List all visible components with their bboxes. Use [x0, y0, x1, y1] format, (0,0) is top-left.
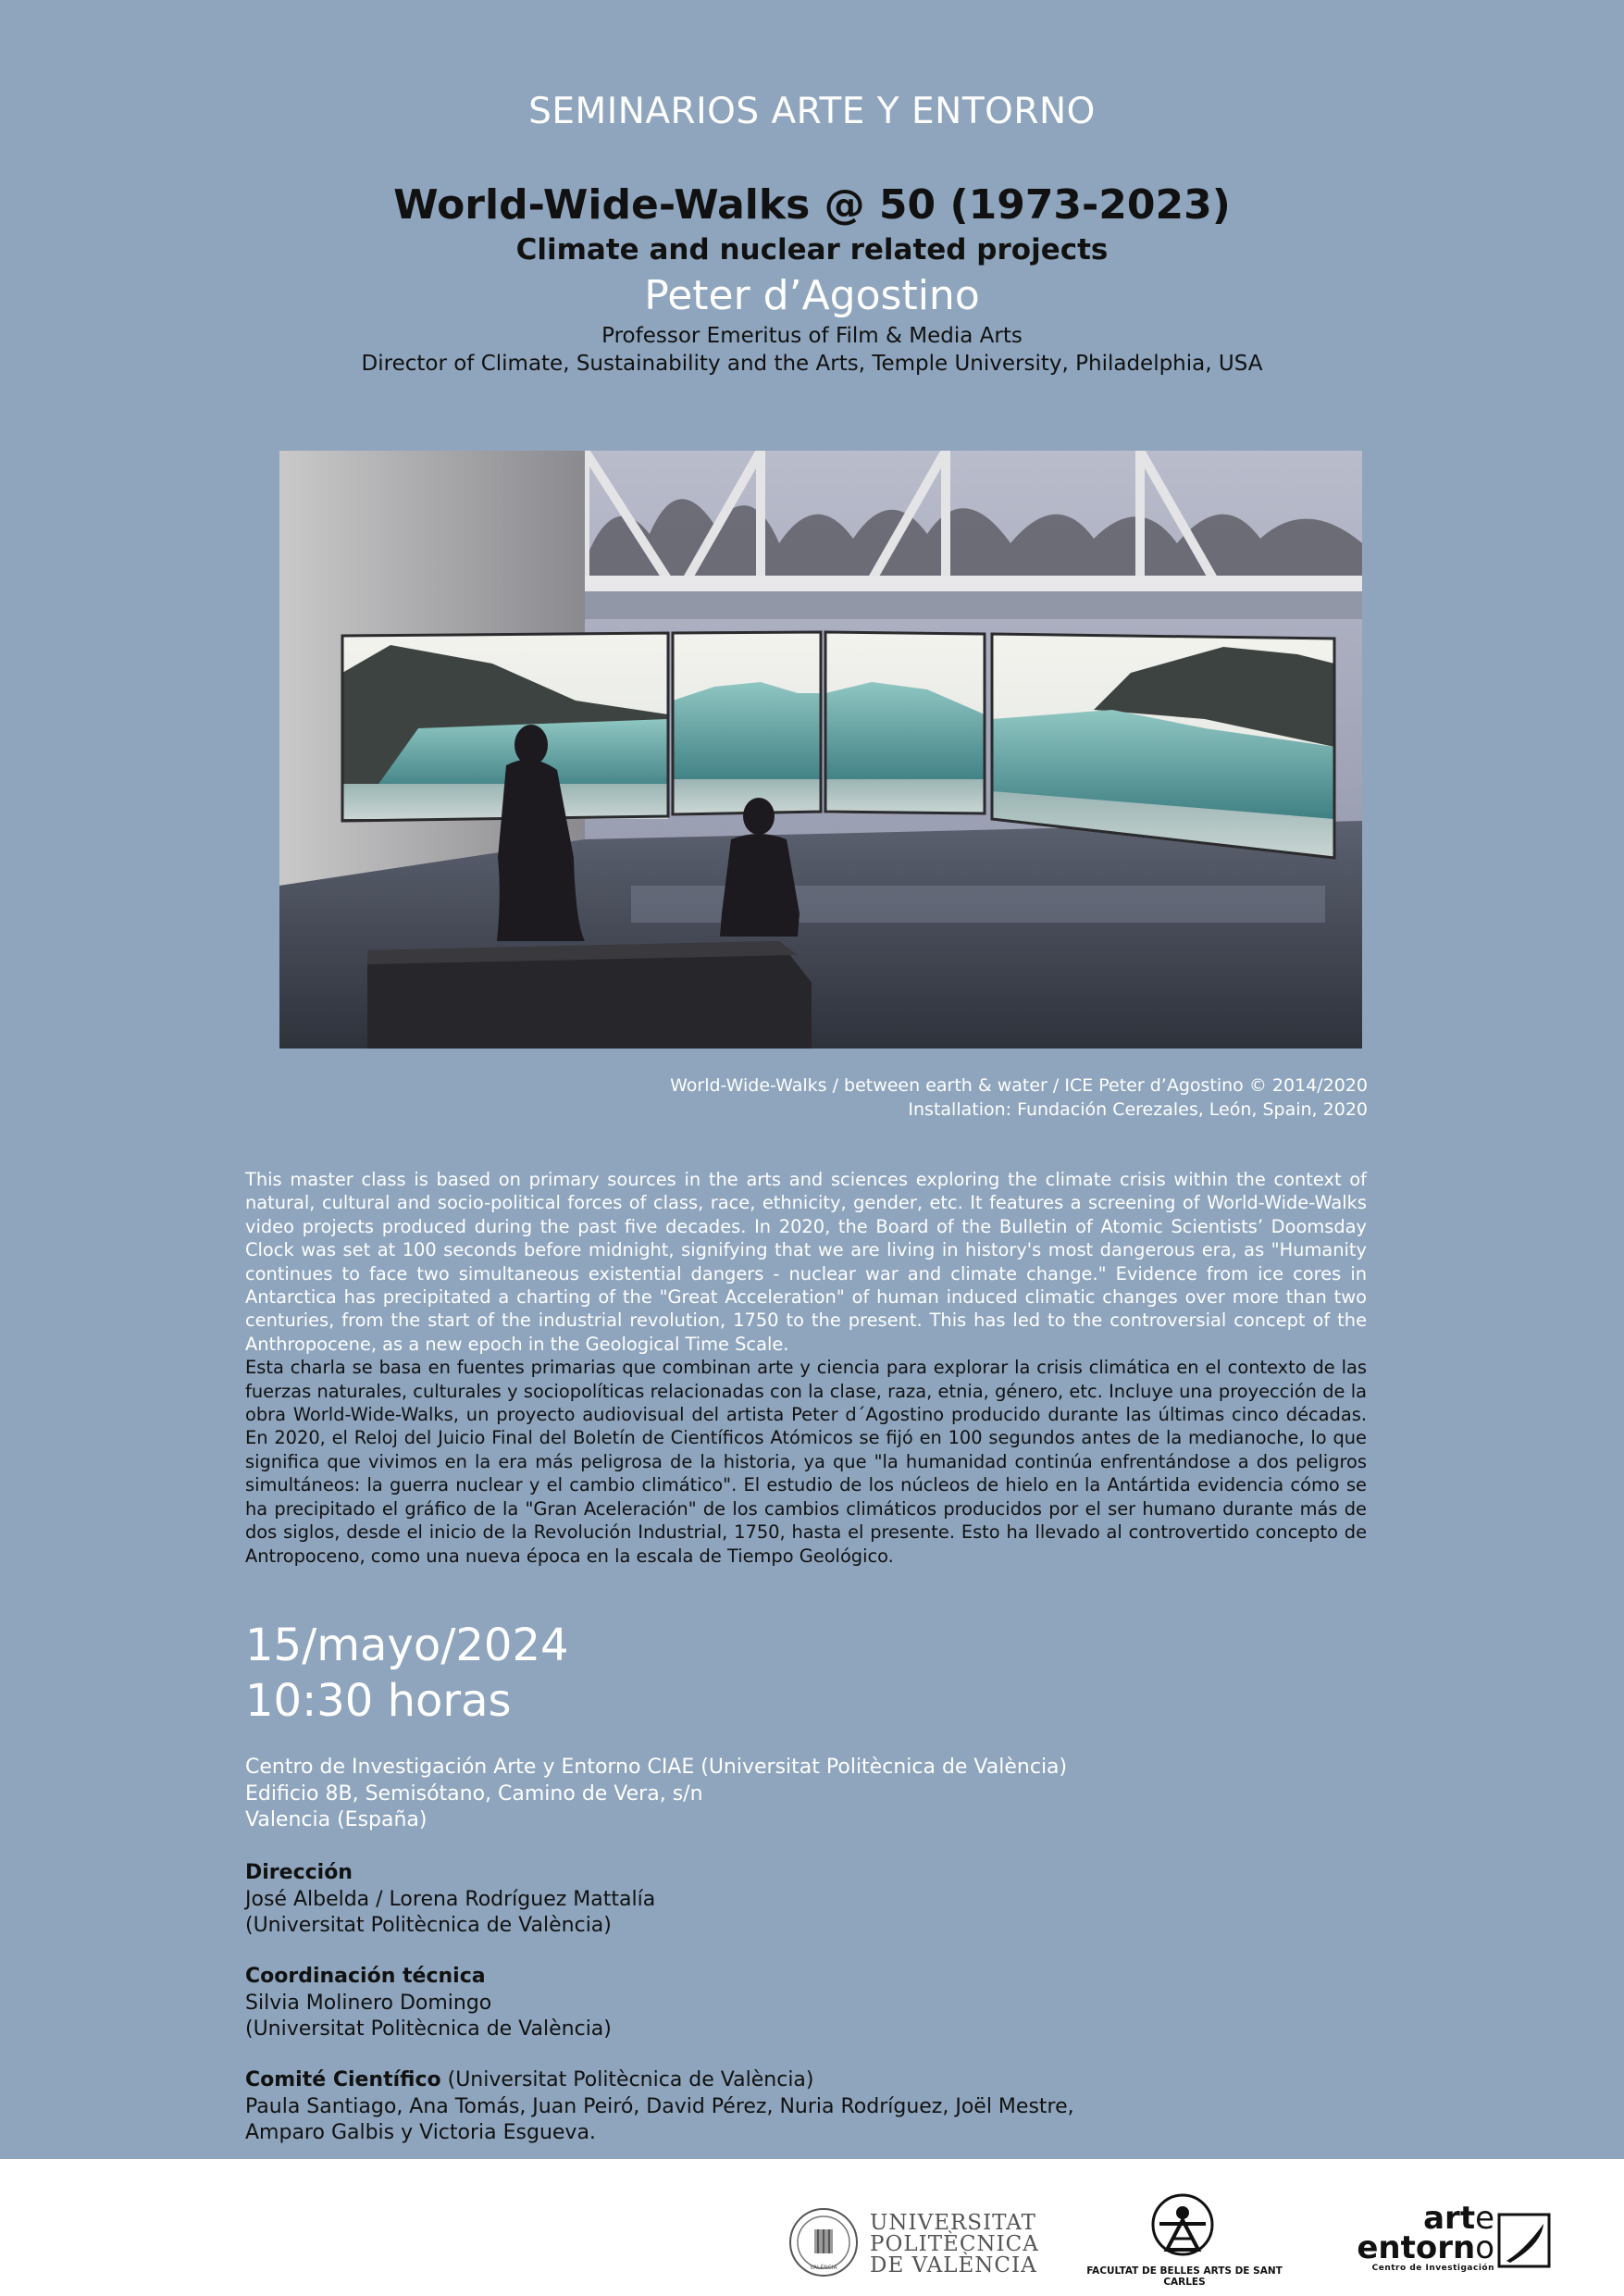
comite-label: Comité Científico [245, 2068, 441, 2091]
feather-icon [1497, 2213, 1551, 2268]
installation-photo [279, 451, 1362, 1049]
direccion-label: Dirección [245, 1861, 353, 1884]
description [245, 1168, 1367, 1568]
ae-line1-b: e [1475, 2200, 1494, 2237]
credits-direccion [245, 1860, 655, 1940]
photo-caption [535, 1074, 1368, 1122]
fbba-text: FACULTAT DE BELLES ARTS DE SANT CARLES [1086, 2265, 1283, 2288]
event-time: 10:30 horas [245, 1675, 512, 1727]
caption-line-2: Installation: Fundación Cerezales, León, Spain, 2020 [908, 1099, 1368, 1120]
upv-logo-text [870, 2213, 1039, 2277]
event-date: 15/mayo/2024 [245, 1620, 569, 1671]
description-english: This master class is based on primary sources in the arts and sciences exploring the climate crisis within the context of natural, cultural and socio-political forces of class, race, ethnicity, gender, etc. It features a screening of World-Wide-Walks video projects produced during the past five decades. In 2020, the Board of the Bulletin of Atomic Scientists’ Doomsday Clock was set at 100 seconds before midnight, signifying that we are living in history's most dangerous era, as "Humanity continues to face two simultaneous existential dangers - nuclear war and climate change." Evidence from ice cores in Antarctica has precipitated a charting of the "Great Acceleration" of human induced climatic changes over more than two centuries, from the start of the industrial revolution, 1750 to the present. This has led to the controversial concept of the Anthropocene, as a new epoch in the Geological Time Scale. [245, 1169, 1367, 1355]
upv-seal-text: VALÈNCIA [810, 2265, 837, 2271]
arte-entorno-logo [1346, 2200, 1494, 2274]
upv-seal-icon [788, 2207, 859, 2277]
comite-affiliation: (Universitat Politècnica de València) [440, 2068, 814, 2091]
ae-line2-a: entorn [1357, 2229, 1476, 2266]
fbba-logo-icon [1150, 2192, 1215, 2257]
ae-line1-a: art [1423, 2200, 1476, 2237]
upv-line-1: UNIVERSITAT [870, 2211, 1036, 2235]
event-datetime [245, 1618, 569, 1729]
coord-affiliation: (Universitat Politècnica de València) [245, 2017, 612, 2041]
credits-coordinacion [245, 1964, 612, 2043]
direccion-affiliation: (Universitat Politècnica de València) [245, 1914, 612, 1937]
description-spanish: Esta charla se basa en fuentes primarias que combinan arte y ciencia para explorar la crisis climática en el contexto de las fuerzas naturales, culturales y sociopolíticas relacionadas con la clase, raza, etnia, género, etc. Incluye una proyección de la obra World-Wide-Walks, un proyecto audiovisual del artista Peter d´Agostino producido durante las últimas cinco décadas. En 2020, el Reloj del Juicio Final del Boletín de Científicos Atómicos se fijó en 100 segundos antes de la medianoche, lo que significa que vivimos en la era más peligrosa de la historia, ya que "la humanidad continúa enfrentándose a dos peligros simultáneos: la guerra nuclear y el cambio climático". El estudio de los núcleos de hielo en la Antártida evidencia cómo se ha precipitado el gráfico de la "Gran Aceleración" de los cambios climáticos producidos por el ser humano durante más de dos siglos, desde el inicio de la Revolución Industrial, 1750, hasta el presente. Esto ha llevado al controvertido concepto de Antropoceno, como una nueva época en la escala de Tiempo Geológico. [245, 1357, 1367, 1567]
direccion-names: José Albelda / Lorena Rodríguez Mattalía [245, 1887, 656, 1911]
talk-title: World-Wide-Walks @ 50 (1973-2023) [393, 181, 1231, 229]
upv-line-3: DE VALÈNCIA [870, 2253, 1037, 2277]
ae-line2-b: o [1475, 2229, 1494, 2266]
seminar-series-title: SEMINARIOS ARTE Y ENTORNO [528, 91, 1096, 132]
coord-names: Silvia Molinero Domingo [245, 1991, 492, 2015]
speaker-name: Peter d’Agostino [644, 272, 980, 319]
speaker-role-1: Professor Emeritus of Film & Media Arts [601, 324, 1023, 348]
event-venue [245, 1755, 1067, 1834]
comite-names-1: Paula Santiago, Ana Tomás, Juan Peiró, David Pérez, Nuria Rodríguez, Joël Mestre, [245, 2094, 1074, 2118]
coord-label: Coordinación técnica [245, 1965, 486, 1988]
caption-line-1: World-Wide-Walks / between earth & water / ICE Peter d’Agostino © 2014/2020 [670, 1075, 1368, 1096]
talk-subtitle: Climate and nuclear related projects [515, 233, 1109, 267]
venue-line-2: Edificio 8B, Semisótano, Camino de Vera, s/n [245, 1781, 703, 1806]
upv-line-2: POLITÈCNICA [870, 2232, 1039, 2256]
footer-logos [0, 2159, 1624, 2296]
venue-line-3: Valencia (España) [245, 1808, 428, 1831]
venue-line-1: Centro de Investigación Arte y Entorno CIAE (Universitat Politècnica de València) [245, 1756, 1068, 1779]
credits-comite [245, 2067, 1074, 2147]
comite-names-2: Amparo Galbis y Victoria Esgueva. [245, 2121, 596, 2144]
ae-line-3: Centro de Investigación [1371, 2264, 1494, 2273]
speaker-role-2: Director of Climate, Sustainability and the Arts, Temple University, Philadelphia, USA [361, 352, 1263, 376]
